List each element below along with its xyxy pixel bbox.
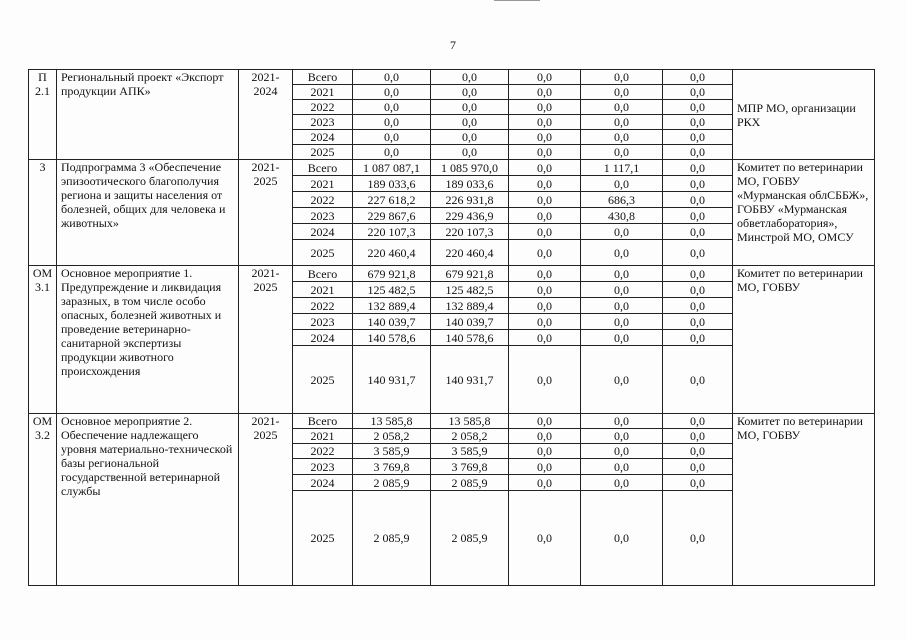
other-sources-cell: 0,0: [663, 224, 733, 240]
local-budget-cell: 0,0: [581, 346, 663, 414]
local-budget-cell: 0,0: [581, 429, 663, 444]
regional-budget-cell: 2 058,2: [431, 429, 509, 444]
local-budget-cell: 0,0: [581, 444, 663, 459]
local-budget-cell: 0,0: [581, 115, 663, 130]
item-name: Региональный проект «Экспорт продукции АПК»: [57, 70, 239, 160]
local-budget-cell: 0,0: [581, 145, 663, 160]
other-sources-cell: 0,0: [663, 145, 733, 160]
other-sources-cell: 0,0: [663, 240, 733, 266]
local-budget-cell: 0,0: [581, 176, 663, 192]
total-amount-cell: 125 482,5: [353, 282, 431, 298]
other-sources-cell: 0,0: [663, 176, 733, 192]
year-cell: 2023: [293, 208, 353, 224]
other-sources-cell: 0,0: [663, 346, 733, 414]
year-cell: Всего: [293, 414, 353, 429]
local-budget-cell: 0,0: [581, 314, 663, 330]
year-cell: 2021: [293, 176, 353, 192]
federal-budget-cell: 0,0: [509, 414, 581, 429]
federal-budget-cell: 0,0: [509, 330, 581, 346]
item-name: Основное мероприятие 2. Обеспечение надлежащего уровня материально-технической базы региональной государственной ветеринарной службы: [57, 414, 239, 586]
year-cell: 2025: [293, 346, 353, 414]
table-row: [29, 70, 875, 85]
year-cell: 2023: [293, 314, 353, 330]
local-budget-cell: 0,0: [581, 414, 663, 429]
item-code: ОМ 3.1: [29, 266, 57, 414]
regional-budget-cell: 0,0: [431, 70, 509, 85]
year-cell: Всего: [293, 70, 353, 85]
federal-budget-cell: 0,0: [509, 298, 581, 314]
total-amount-cell: 3 585,9: [353, 444, 431, 459]
federal-budget-cell: 0,0: [509, 192, 581, 208]
other-sources-cell: 0,0: [663, 414, 733, 429]
year-cell: 2025: [293, 240, 353, 266]
total-amount-cell: 0,0: [353, 100, 431, 115]
total-amount-cell: 0,0: [353, 145, 431, 160]
responsible-executor: Комитет по ветеринарии МО, ГОБВУ: [733, 266, 875, 414]
other-sources-cell: 0,0: [663, 282, 733, 298]
item-period: 2021- 2025: [239, 414, 293, 586]
federal-budget-cell: 0,0: [509, 85, 581, 100]
regional-budget-cell: 0,0: [431, 100, 509, 115]
local-budget-cell: 0,0: [581, 282, 663, 298]
year-cell: 2024: [293, 224, 353, 240]
local-budget-cell: 0,0: [581, 491, 663, 586]
regional-budget-cell: 0,0: [431, 130, 509, 145]
year-cell: 2025: [293, 491, 353, 586]
item-period: 2021- 2025: [239, 266, 293, 414]
federal-budget-cell: 0,0: [509, 346, 581, 414]
year-cell: Всего: [293, 160, 353, 176]
table-row: [29, 266, 875, 282]
federal-budget-cell: 0,0: [509, 130, 581, 145]
regional-budget-cell: 2 085,9: [431, 491, 509, 586]
local-budget-cell: 0,0: [581, 85, 663, 100]
other-sources-cell: 0,0: [663, 298, 733, 314]
regional-budget-cell: 1 085 970,0: [431, 160, 509, 176]
year-cell: 2025: [293, 145, 353, 160]
regional-budget-cell: 189 033,6: [431, 176, 509, 192]
item-code: П 2.1: [29, 70, 57, 160]
total-amount-cell: 0,0: [353, 115, 431, 130]
total-amount-cell: 2 085,9: [353, 491, 431, 586]
year-cell: 2024: [293, 475, 353, 491]
other-sources-cell: 0,0: [663, 491, 733, 586]
federal-budget-cell: 0,0: [509, 282, 581, 298]
federal-budget-cell: 0,0: [509, 145, 581, 160]
local-budget-cell: 0,0: [581, 266, 663, 282]
total-amount-cell: 2 085,9: [353, 475, 431, 491]
regional-budget-cell: 13 585,8: [431, 414, 509, 429]
item-name: Основное мероприятие 1. Предупреждение и ликвидация заразных, в том числе особо опасных, болезней животных и проведение ветеринарно-санитарной экспертизы продукции животного происхождения: [57, 266, 239, 414]
regional-budget-cell: 125 482,5: [431, 282, 509, 298]
total-amount-cell: 0,0: [353, 70, 431, 85]
year-cell: 2024: [293, 330, 353, 346]
item-code: ОМ 3.2: [29, 414, 57, 586]
regional-budget-cell: 132 889,4: [431, 298, 509, 314]
total-amount-cell: 679 921,8: [353, 266, 431, 282]
total-amount-cell: 189 033,6: [353, 176, 431, 192]
other-sources-cell: 0,0: [663, 70, 733, 85]
responsible-executor: Комитет по ветеринарии МО, ГОБВУ: [733, 414, 875, 586]
local-budget-cell: 430,8: [581, 208, 663, 224]
year-cell: 2022: [293, 298, 353, 314]
other-sources-cell: 0,0: [663, 208, 733, 224]
year-cell: 2022: [293, 192, 353, 208]
regional-budget-cell: 2 085,9: [431, 475, 509, 491]
other-sources-cell: 0,0: [663, 130, 733, 145]
other-sources-cell: 0,0: [663, 266, 733, 282]
local-budget-cell: 686,3: [581, 192, 663, 208]
responsible-executor: МПР МО, организации РКХ: [733, 70, 875, 160]
total-amount-cell: 0,0: [353, 85, 431, 100]
federal-budget-cell: 0,0: [509, 160, 581, 176]
total-amount-cell: 227 618,2: [353, 192, 431, 208]
federal-budget-cell: 0,0: [509, 444, 581, 459]
year-cell: 2022: [293, 444, 353, 459]
local-budget-cell: 0,0: [581, 100, 663, 115]
other-sources-cell: 0,0: [663, 115, 733, 130]
total-amount-cell: 220 107,3: [353, 224, 431, 240]
year-cell: Всего: [293, 266, 353, 282]
page-number: 7: [450, 38, 456, 52]
federal-budget-cell: 0,0: [509, 459, 581, 475]
total-amount-cell: 140 578,6: [353, 330, 431, 346]
federal-budget-cell: 0,0: [509, 429, 581, 444]
total-amount-cell: 2 058,2: [353, 429, 431, 444]
year-cell: 2021: [293, 85, 353, 100]
year-cell: 2021: [293, 282, 353, 298]
federal-budget-cell: 0,0: [509, 224, 581, 240]
year-cell: 2024: [293, 130, 353, 145]
federal-budget-cell: 0,0: [509, 70, 581, 85]
total-amount-cell: 3 769,8: [353, 459, 431, 475]
local-budget-cell: 0,0: [581, 130, 663, 145]
local-budget-cell: 0,0: [581, 298, 663, 314]
regional-budget-cell: 140 578,6: [431, 330, 509, 346]
regional-budget-cell: 140 931,7: [431, 346, 509, 414]
top-rule: [494, 0, 540, 1]
federal-budget-cell: 0,0: [509, 491, 581, 586]
regional-budget-cell: 3 769,8: [431, 459, 509, 475]
other-sources-cell: 0,0: [663, 429, 733, 444]
regional-budget-cell: 220 460,4: [431, 240, 509, 266]
year-cell: 2023: [293, 115, 353, 130]
other-sources-cell: 0,0: [663, 459, 733, 475]
year-cell: 2021: [293, 429, 353, 444]
local-budget-cell: 0,0: [581, 224, 663, 240]
item-code: 3: [29, 160, 57, 266]
table-row: [29, 160, 875, 176]
regional-budget-cell: 229 436,9: [431, 208, 509, 224]
table-row: [29, 414, 875, 429]
item-name: Подпрограмма 3 «Обеспечение эпизоотического благополучия региона и защиты населения от болезней, общих для человека и животных»: [57, 160, 239, 266]
total-amount-cell: 132 889,4: [353, 298, 431, 314]
federal-budget-cell: 0,0: [509, 176, 581, 192]
local-budget-cell: 0,0: [581, 70, 663, 85]
total-amount-cell: 0,0: [353, 130, 431, 145]
regional-budget-cell: 679 921,8: [431, 266, 509, 282]
total-amount-cell: 13 585,8: [353, 414, 431, 429]
federal-budget-cell: 0,0: [509, 314, 581, 330]
regional-budget-cell: 0,0: [431, 115, 509, 130]
local-budget-cell: 0,0: [581, 330, 663, 346]
local-budget-cell: 0,0: [581, 240, 663, 266]
total-amount-cell: 220 460,4: [353, 240, 431, 266]
other-sources-cell: 0,0: [663, 192, 733, 208]
federal-budget-cell: 0,0: [509, 475, 581, 491]
federal-budget-cell: 0,0: [509, 240, 581, 266]
total-amount-cell: 229 867,6: [353, 208, 431, 224]
other-sources-cell: 0,0: [663, 85, 733, 100]
regional-budget-cell: 140 039,7: [431, 314, 509, 330]
year-cell: 2022: [293, 100, 353, 115]
regional-budget-cell: 3 585,9: [431, 444, 509, 459]
program-table: [28, 69, 875, 586]
federal-budget-cell: 0,0: [509, 266, 581, 282]
other-sources-cell: 0,0: [663, 475, 733, 491]
federal-budget-cell: 0,0: [509, 208, 581, 224]
other-sources-cell: 0,0: [663, 314, 733, 330]
regional-budget-cell: 220 107,3: [431, 224, 509, 240]
other-sources-cell: 0,0: [663, 100, 733, 115]
local-budget-cell: 1 117,1: [581, 160, 663, 176]
federal-budget-cell: 0,0: [509, 115, 581, 130]
item-period: 2021- 2025: [239, 160, 293, 266]
other-sources-cell: 0,0: [663, 330, 733, 346]
total-amount-cell: 1 087 087,1: [353, 160, 431, 176]
regional-budget-cell: 0,0: [431, 85, 509, 100]
local-budget-cell: 0,0: [581, 475, 663, 491]
total-amount-cell: 140 039,7: [353, 314, 431, 330]
regional-budget-cell: 226 931,8: [431, 192, 509, 208]
total-amount-cell: 140 931,7: [353, 346, 431, 414]
year-cell: 2023: [293, 459, 353, 475]
responsible-executor: Комитет по ветеринарии МО, ГОБВУ «Мурманская облСББЖ», ГОБВУ «Мурманская обветлаборатория», Минстрой МО, ОМСУ: [733, 160, 875, 266]
other-sources-cell: 0,0: [663, 160, 733, 176]
federal-budget-cell: 0,0: [509, 100, 581, 115]
other-sources-cell: 0,0: [663, 444, 733, 459]
local-budget-cell: 0,0: [581, 459, 663, 475]
regional-budget-cell: 0,0: [431, 145, 509, 160]
item-period: 2021- 2024: [239, 70, 293, 160]
